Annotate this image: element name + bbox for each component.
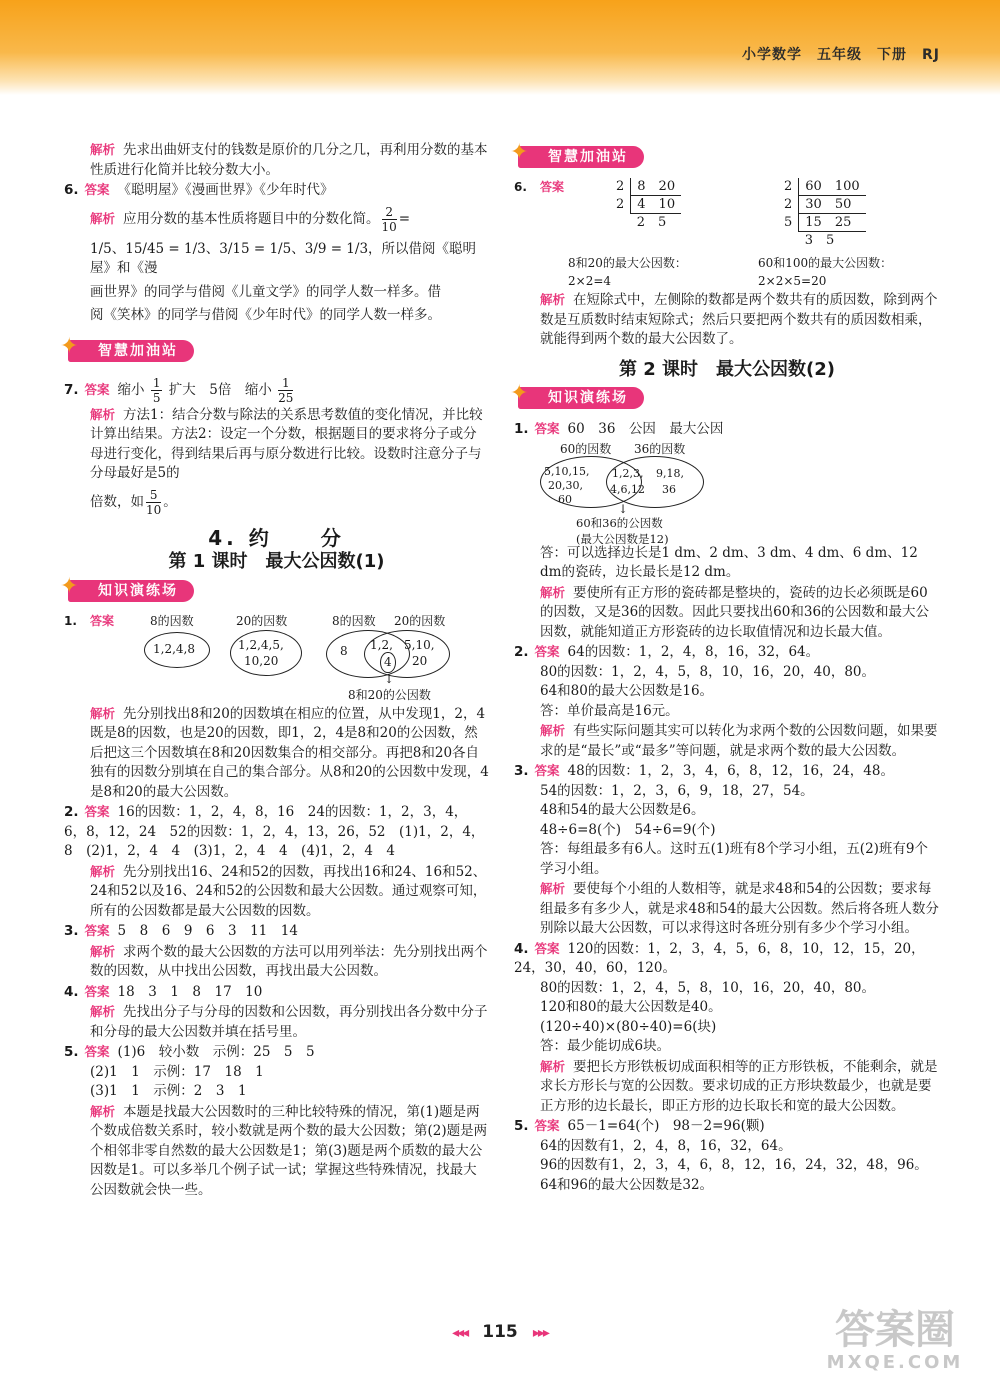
- div-divisor: 2: [784, 179, 793, 195]
- d1-analysis: [514, 583, 940, 643]
- answer-tag: 答案: [84, 923, 110, 938]
- r6-short-division-2: [778, 178, 866, 249]
- d2-analysis-text: 有些实际问题其实可以转化为求两个数的公因数问题，如果要求的是“最长”或“最多”等问题，就是求两个数的最大公因数。: [540, 723, 938, 759]
- venn-common-b: 4,6,12: [610, 482, 645, 496]
- d1-answer: [514, 419, 940, 440]
- venn-caption-2: (最大公因数是12): [576, 531, 669, 546]
- d5-answer: [514, 1116, 940, 1137]
- div-values: 30 50: [799, 196, 866, 214]
- d2-l2: 80的因数：1，2，4，5，8，10，16，20，40，80。: [540, 663, 876, 680]
- div-divisor: 5: [784, 215, 793, 230]
- c1-analysis: [64, 704, 489, 803]
- d1-text: 答：可以选择边长是1 dm、2 dm、3 dm、4 dm、6 dm、12 dm的瓷砖，边长最长是12 dm。: [540, 544, 918, 580]
- venn-caption: 8和20的公因数: [348, 687, 431, 702]
- set-20-b: 10,20: [244, 653, 279, 668]
- c2-analysis: [64, 862, 489, 922]
- r6-result-1b: 2×2=4: [568, 274, 612, 288]
- frac-den: 10: [146, 502, 162, 517]
- r6-figure: [514, 178, 940, 290]
- header-band: [0, 0, 1000, 95]
- d4-num: 4.: [514, 940, 529, 957]
- analysis-tag: 解析: [90, 210, 116, 226]
- frac-num: 1: [152, 375, 161, 390]
- d1-num: 1.: [514, 421, 529, 437]
- c1-figure: [64, 612, 489, 704]
- banner-zhihui-right: [510, 140, 644, 168]
- d4-analysis-text: 要把长方形铁板切成面积相等的正方形铁板，不能剩余，就是求长方形长与宽的公因数。要求切成的正方形块数最少，也就是要正方形的边长最长，即正方形的边长取长和宽的最大公因数。: [540, 1058, 938, 1114]
- c4-answer: [64, 982, 489, 1003]
- d2-l4: 答：单价最高是16元。: [540, 702, 679, 719]
- d3-answer: [514, 761, 940, 782]
- analysis-tag: 解析: [540, 723, 566, 738]
- c5-analysis: [64, 1102, 489, 1201]
- c5-analysis-text: 本题是找最大公因数时的三种比较特殊的情况，第(1)题是两个数成倍数关系时，较小数就是两个数的最大公因数；第(2)题是两个相邻非零自然数的最大公因数是1；第(3)题是两个质数的最大公因数是1。可以多举几个例子试一试；掌握这些特殊情况，找最大公因数就会快一些。: [90, 1103, 488, 1198]
- answer-tag: 答案: [534, 940, 560, 956]
- q6-analysis-a: 应用分数的基本性质将题目中的分数化简。: [123, 210, 380, 227]
- q7-frac3: [146, 488, 161, 517]
- div-divisor: [610, 214, 631, 232]
- d4-analysis: [514, 1057, 940, 1117]
- q7-tail: 倍数，如 $\frac{5}{10}$ 。: [90, 487, 177, 517]
- left-column: [60, 140, 489, 1200]
- answer-tag: 答案: [534, 421, 560, 436]
- frac-den: 5: [152, 390, 161, 405]
- right-column: [510, 140, 940, 1195]
- venn-only-60c: 60: [558, 492, 572, 506]
- c5-answer-2: (2)1 1 示例：17 18 1: [90, 1063, 264, 1080]
- div-divisor: [778, 232, 799, 250]
- prev-arrows-icon: ◂◂◂: [452, 1325, 468, 1341]
- q7-analysis-text: 方法1：结合分数与除法的关系思考数值的变化情况，并比较计算出结果。方法2：设定一个分数，根据题目的要求将分子或分母进行变化，得到结果后再与原分数进行比较。设数时注意分子与分母最好是5的: [90, 406, 483, 481]
- set-8: 1,2,4,8: [153, 641, 195, 656]
- analysis-tag: 解析: [540, 292, 566, 307]
- d3-l3: 48和54的最大公因数是6。: [540, 802, 705, 818]
- lesson-title-2: 第 2 课时 最大公因数(2): [618, 358, 836, 380]
- label-20-factors: 20的因数: [236, 613, 288, 628]
- r6-analysis: [514, 290, 940, 350]
- answer-tag: 答案: [540, 180, 565, 194]
- venn-caption-1: 60和36的公因数: [576, 515, 663, 530]
- answer-tag: 答案: [84, 804, 110, 819]
- next-arrows-icon: ▸▸▸: [532, 1325, 548, 1341]
- venn-common-4: 4: [380, 652, 396, 674]
- q7-num: 7.: [64, 381, 79, 398]
- d3-num: 3.: [514, 763, 529, 779]
- page-number: 115: [482, 1322, 518, 1342]
- c4-answer-text: 18 3 1 8 17 10: [117, 983, 263, 1000]
- d5-num: 5.: [514, 1118, 529, 1134]
- answer-tag: 答案: [534, 1118, 560, 1133]
- c5-num: 5.: [64, 1044, 79, 1060]
- label-36-factors: 36的因数: [634, 441, 686, 456]
- banner-label: 知识演练场: [98, 582, 178, 599]
- q7-analysis: [64, 405, 489, 484]
- watermark-line2: MXQE.COM: [826, 1352, 964, 1373]
- div-divisor: 2: [616, 197, 625, 212]
- d5-l3: 96的因数有1，2，3，4，6，8，12，16，24，32，48，96。: [540, 1157, 928, 1173]
- div-divisor: 2: [784, 197, 793, 212]
- r6-result-1a: 8和20的最大公因数：: [568, 256, 687, 270]
- star-icon: ✦: [510, 140, 531, 165]
- frac-num: 5: [146, 488, 161, 503]
- d1-figure: [514, 440, 940, 544]
- d3-answer-text: 48的因数：1，2，3，4，6，8，12，16，24，48。: [567, 763, 894, 779]
- c3-num: 3.: [64, 923, 79, 939]
- label-8-factors: 8的因数: [150, 613, 194, 628]
- analysis-tag: 解析: [90, 1103, 116, 1119]
- frac-num: 1: [278, 376, 293, 391]
- d1-analysis-text: 要使所有正方形的瓷砖都是整块的，瓷砖的边长必须既是60的因数，又是36的因数。因此只要找出60和36的公因数和最大公因数，就能知道正方形瓷砖的边长取值情况和边长最大值。: [540, 584, 930, 640]
- div-values: 2 5: [636, 215, 667, 230]
- div-divisor: 2: [616, 179, 625, 195]
- star-icon: ✦: [60, 333, 81, 359]
- arrow-line: ↓: [384, 671, 395, 686]
- d2-l3: 64和80的最大公因数是16。: [540, 683, 714, 699]
- r6-result-2b: 2×2×5=20: [758, 274, 827, 288]
- analysis-tag: 解析: [90, 863, 116, 879]
- venn-common: 1,2,: [370, 637, 393, 652]
- q6-line4: 阅《笑林》的同学与借阅《少年时代》的同学人数一样多。: [90, 307, 441, 323]
- answer-tag: 答案: [84, 1044, 110, 1059]
- r6-result-2a: 60和100的最大公因数：: [758, 256, 893, 270]
- c3-answer: [64, 921, 489, 942]
- r6-num: 6.: [514, 180, 527, 194]
- analysis-tag: 解析: [90, 406, 116, 422]
- d3-analysis: [514, 879, 940, 939]
- star-icon: ✦: [510, 381, 531, 406]
- q7-frac1: [151, 376, 163, 405]
- venn-only-36a: 9,18,: [656, 466, 684, 480]
- set-20-a: 1,2,4,5,: [238, 637, 284, 652]
- div-values: 4 10: [631, 196, 681, 214]
- banner-zhishi-right: [510, 381, 644, 409]
- header-title: 小学数学 五年级 下册 RJ: [742, 47, 940, 63]
- watermark-line1: 答案圈: [835, 1307, 955, 1353]
- q6-answer-line: [64, 180, 489, 201]
- q6-line3: 画世界》的同学与借阅《儿童文学》的同学人数一样多。借: [90, 283, 441, 300]
- banner-label: 智慧加油站: [98, 342, 178, 359]
- q6-num: 6.: [64, 182, 79, 198]
- banner-label: 知识演练场: [548, 390, 628, 406]
- c4-analysis: [64, 1002, 489, 1042]
- r6-short-division-1: [610, 178, 681, 231]
- analysis-tag: 解析: [90, 142, 116, 157]
- q7-frac2: [278, 376, 293, 405]
- q7-a1: 缩小: [117, 381, 145, 398]
- analysis-tag: 解析: [90, 1004, 116, 1019]
- venn-only-8: 8: [340, 643, 348, 658]
- answer-tag: 答案: [534, 763, 560, 778]
- analysis-tag: 解析: [90, 943, 116, 959]
- c5-answer-3: (3)1 1 示例：2 3 1: [90, 1083, 247, 1099]
- venn-common-a: 1,2,3,: [612, 466, 644, 480]
- frac-den: 25: [278, 390, 294, 405]
- d3-analysis-text: 要使每个小组的人数相等，就是求48和54的公因数；要求每组最多有多少人，就是求48和54的最大公因数。然后将各班人数分别除以最大公因数，可以求得这时各班分别有多少个学习小组。: [540, 881, 939, 936]
- left-p1: [64, 140, 489, 180]
- d5-l2: 64的因数有1，2，4，8，16，32，64。: [540, 1137, 792, 1154]
- d2-answer-text: 64的因数：1，2，4，8，16，32，64。: [567, 644, 820, 660]
- watermark: [800, 1308, 990, 1373]
- answer-tag: 答案: [534, 644, 560, 659]
- venn-only-20b: 20: [412, 653, 428, 668]
- banner-zhihui-left: [60, 333, 194, 362]
- c3-analysis: [64, 942, 489, 982]
- d1-answer-text: 60 36 公因 最大公因: [567, 421, 724, 437]
- d3-l5: 答：每组最多有6人。这时五(1)班有8个学习小组，五(2)班有9个学习小组。: [540, 841, 929, 877]
- analysis-tag: 解析: [540, 584, 566, 600]
- analysis-tag: 解析: [540, 881, 566, 896]
- answer-tag: 答案: [84, 983, 110, 999]
- c2-answer-text: 16的因数：1，2，4，8，16 24的因数：1，2，3，4，6，8，12，24 52的因数：1，2，4，13，26，52 (1)1，2，4，8 (2)1，2，4 4 (3)1，2，4 4 (4)1，2，4 4: [64, 804, 485, 859]
- d5-answer-text: 65－1=64(个) 98－2=96(颗): [567, 1118, 765, 1134]
- d2-answer: [514, 642, 940, 663]
- d3-l2: 54的因数：1，2，3，6，9，18，27，54。: [540, 782, 814, 799]
- chapter-title: 4. 约 分: [208, 525, 345, 550]
- div-values: 60 100: [799, 178, 866, 196]
- label-20b: 20的因数: [394, 613, 446, 628]
- d4-l2: 80的因数：1，2，4，5，8，10，16，20，40，80。: [540, 979, 876, 996]
- d4-answer: [514, 939, 940, 979]
- d4-l3: 120和80的最大公因数是40。: [540, 999, 722, 1015]
- q6-line2: 1/5、15/45 = 1/3、3/15 = 1/5、3/9 = 1/3，所以借阅《聪明屋》和《漫: [90, 240, 477, 276]
- d2-num: 2.: [514, 644, 529, 660]
- c2-analysis-text: 先分别找出16、24和52的因数，再找出16和24、16和52、24和52以及16、24和52的公因数和最大公因数。通过观察可知，所有的公因数都是最大公因数的因数。: [90, 863, 487, 919]
- c1-num: 1.: [64, 613, 77, 628]
- c3-answer-text: 5 8 6 9 6 3 11 14: [117, 923, 298, 939]
- div-values: 3 5: [804, 233, 835, 248]
- c4-num: 4.: [64, 983, 79, 1000]
- analysis-tag: 解析: [540, 1058, 566, 1074]
- c4-analysis-text: 先找出分子与分母的因数和公因数，再分别找出各分数中分子和分母的最大公因数并填在括号里。: [90, 1004, 488, 1040]
- d4-answer-text: 120的因数：1，2，3，4，5，6，8，10，12，15，20，24，30，40，60，120。: [514, 940, 925, 976]
- answer-tag: 答案: [84, 381, 110, 397]
- analysis-tag: 解析: [90, 705, 116, 721]
- frac-num: 2: [382, 205, 397, 220]
- q7-tail-text: 倍数，如: [90, 493, 144, 510]
- venn-only-60b: 20,30,: [548, 478, 583, 492]
- d2-analysis: [514, 721, 940, 761]
- d4-l4: (120÷40)×(80÷40)=6(块): [540, 1018, 717, 1035]
- label-8b: 8的因数: [332, 613, 376, 628]
- venn-only-36b: 36: [662, 482, 676, 496]
- div-values: 8 20: [631, 178, 681, 196]
- frac-den: 10: [381, 219, 397, 234]
- c2-answer: [64, 802, 489, 862]
- r6-analysis-text: 在短除式中，左侧除的数都是两个数共有的质因数，除到两个数是互质数时结束短除式；然后只要把两个数共有的质因数相乘，就能得到两个数的最大公因数了。: [540, 292, 938, 347]
- lesson-title-1: 第 1 课时 最大公因数(1): [168, 551, 385, 572]
- d5-l4: 64和96的最大公因数是32。: [540, 1176, 714, 1193]
- d3-l4: 48÷6=8(个) 54÷6=9(个): [540, 821, 716, 838]
- d4-l5: 答：最少能切成6块。: [540, 1038, 671, 1054]
- div-values: 15 25: [799, 214, 866, 232]
- q6-answer: 《聪明屋》《漫画世界》《少年时代》: [117, 182, 334, 198]
- label-60-factors: 60的因数: [560, 441, 612, 456]
- q7-a2: 扩大 5倍 缩小: [168, 381, 272, 398]
- c2-num: 2.: [64, 804, 79, 820]
- star-icon: ✦: [60, 573, 81, 599]
- arrow-line: ↓: [618, 501, 629, 516]
- q6-analysis: 解析 应用分数的基本性质将题目中的分数化简。 $\frac{2}{10}$ =: [90, 204, 411, 234]
- q7-answer-line: [64, 376, 489, 405]
- banner-zhishi-left: [60, 573, 194, 602]
- c5-answer-1: (1)6 较小数 示例：25 5 5: [117, 1044, 315, 1060]
- left-p1-text: 先求出曲妍支付的钱数是原价的几分之几，再利用分数的基本性质进行化简并比较分数大小。: [90, 142, 488, 178]
- banner-label: 智慧加油站: [548, 149, 628, 165]
- answer-tag: 答案: [84, 182, 110, 197]
- q6-frac: [382, 205, 397, 234]
- venn-only-20a: 5,10,: [404, 637, 435, 652]
- c3-analysis-text: 求两个数的最大公因数的方法可以用列举法：先分别找出两个数的因数，从中找出公因数，再找出最大公因数。: [90, 943, 488, 979]
- answer-tag: 答案: [90, 613, 115, 628]
- c1-analysis-text: 先分别找出8和20的因数填在相应的位置，从中发现1，2，4既是8的因数，也是20的因数，即1，2，4是8和20的公因数，然后把这三个因数填在8和20因数集合的相交部分。再把8和20各自独有的因数分别填在自己的集合部分。从8和20的公因数中发现，4是8和20的最大公因数。: [90, 705, 489, 800]
- c5-answer: [64, 1042, 489, 1063]
- venn-only-60a: 5,10,15,: [544, 464, 590, 478]
